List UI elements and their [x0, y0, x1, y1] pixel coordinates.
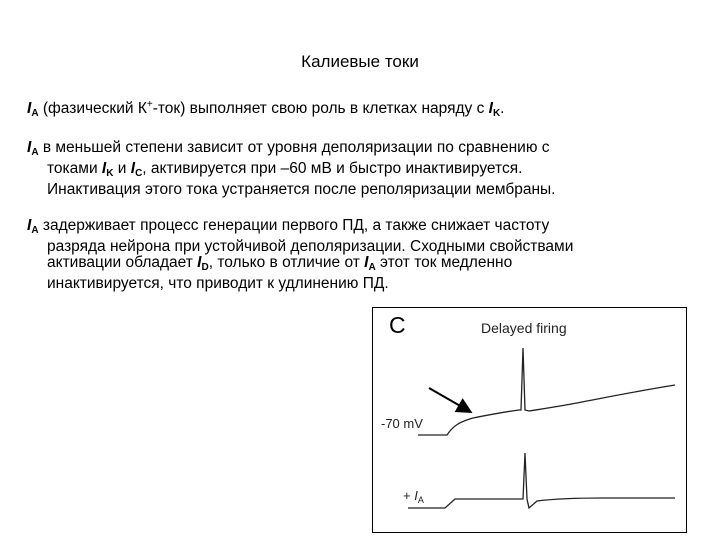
- figure-caption: Delayed firing: [481, 320, 567, 336]
- current-subscript: K: [492, 108, 501, 119]
- paragraph-text: .: [500, 100, 505, 117]
- control-voltage-trace: [418, 348, 675, 435]
- current-subscript: K: [106, 168, 114, 179]
- paragraph-text: и: [113, 160, 131, 177]
- condition-symbol: I: [414, 488, 418, 503]
- voltage-label: -70 mV: [381, 416, 423, 431]
- paragraph-line: Инактивация этого тока устраняется после реполяризации мембраны.: [47, 181, 556, 198]
- paragraph-text: в меньшей степени зависит от уровня деполяризации по сравнению с: [38, 139, 550, 156]
- current-symbol: I: [27, 100, 32, 117]
- current-symbol: I: [27, 217, 32, 234]
- current-symbol: I: [27, 139, 32, 156]
- paragraph-line: разряда нейрона при устойчивой деполяризации. Сходными свойствами: [47, 238, 574, 255]
- condition-prefix: +: [403, 488, 415, 503]
- condition-subscript: A: [417, 495, 424, 505]
- panel-letter: C: [389, 312, 406, 338]
- pointer-arrow: [429, 388, 469, 411]
- current-symbol: I: [130, 160, 136, 177]
- paragraph-text: токами: [47, 160, 102, 177]
- paragraph-2: [27, 140, 687, 198]
- current-symbol: I: [101, 160, 107, 177]
- current-symbol: I: [197, 254, 202, 271]
- paragraph-text: -ток) выполняет свою роль в клетках наряду с: [152, 100, 489, 117]
- paragraph-text: , только в отличие от: [208, 254, 365, 271]
- paragraph-text: этот ток медленно: [375, 254, 513, 271]
- delayed-firing-figure: [372, 307, 687, 533]
- page-title: Калиевые токи: [301, 52, 419, 71]
- paragraph-text: (фазический К: [38, 100, 147, 117]
- paragraph-1: [27, 97, 687, 122]
- paragraph-line: инактивируется, что приводит к удлинению ПД.: [47, 275, 389, 292]
- current-symbol: I: [364, 254, 369, 271]
- paragraph-3: [27, 218, 687, 292]
- paragraph-text: , активируется при –60 мВ и быстро инактивируется.: [142, 160, 523, 177]
- ia-trace: [408, 453, 675, 508]
- current-subscript: A: [31, 108, 39, 119]
- current-subscript: A: [368, 262, 376, 273]
- current-subscript: A: [31, 225, 39, 236]
- superscript: +: [146, 99, 153, 110]
- current-subscript: A: [31, 147, 39, 158]
- paragraph-text: активации обладает: [47, 254, 198, 271]
- condition-label: [403, 488, 424, 505]
- current-subscript: C: [135, 168, 143, 179]
- paragraph-line: [27, 161, 687, 182]
- current-subscript: D: [201, 262, 209, 273]
- paragraph-line: [27, 255, 687, 276]
- current-symbol: I: [488, 100, 493, 117]
- paragraph-text: задерживает процесс генерации первого ПД, а также снижает частоту: [38, 217, 550, 234]
